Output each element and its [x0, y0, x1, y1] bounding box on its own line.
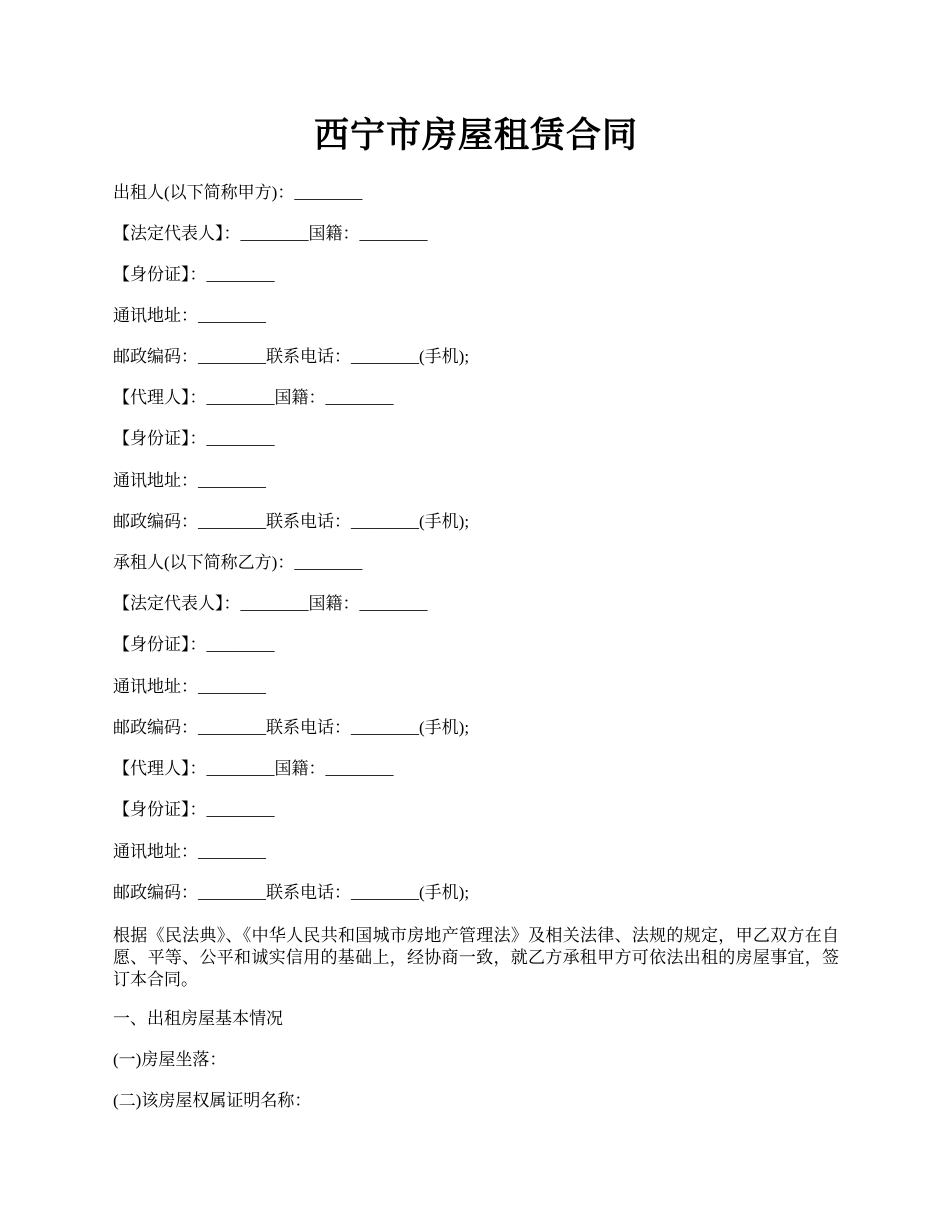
- lessee-contact-line: 邮政编码：________联系电话：________(手机);: [113, 718, 470, 737]
- lessee-agent-line: 【代理人】：________国籍：________: [113, 759, 394, 778]
- section-heading: 一、出租房屋基本情况: [113, 1009, 283, 1028]
- item-location: (一)房屋坐落：: [113, 1050, 227, 1069]
- lessor-address-line: 通讯地址：________: [113, 306, 266, 325]
- lessor-agent-line: 【代理人】：________国籍：________: [113, 388, 394, 407]
- lessee-agent-id-line: 【身份证】：________: [113, 800, 275, 819]
- lessor-agent-contact-line: 邮政编码：________联系电话：________(手机);: [113, 512, 470, 531]
- lessor-agent-address-line: 通讯地址：________: [113, 471, 266, 490]
- lessee-legal-rep-line: 【法定代表人】：________国籍：________: [113, 594, 428, 613]
- preamble-paragraph: 根据《民法典》、《中华人民共和国城市房地产管理法》及相关法律、法规的规定，甲乙双方在自愿、平等、公平和诚实信用的基础上，经协商一致，就乙方承租甲方可依法出租的房屋事宜，签订本合同。: [113, 926, 839, 989]
- lessee-agent-contact-line: 邮政编码：________联系电话：________(手机);: [113, 883, 470, 902]
- document-title: 西宁市房屋租赁合同: [313, 116, 638, 155]
- lessor-legal-rep-line: 【法定代表人】：________国籍：________: [113, 224, 428, 243]
- lessor-id-line: 【身份证】：________: [113, 265, 275, 284]
- lessee-name-line: 承租人(以下简称乙方)：________: [113, 553, 363, 572]
- lessor-contact-line: 邮政编码：________联系电话：________(手机);: [113, 347, 470, 366]
- lessee-address-line: 通讯地址：________: [113, 677, 266, 696]
- lessor-name-line: 出租人(以下简称甲方)：________: [113, 183, 363, 202]
- lessor-agent-id-line: 【身份证】：________: [113, 429, 275, 448]
- lessee-agent-address-line: 通讯地址：________: [113, 842, 266, 861]
- item-ownership-certificate: (二)该房屋权属证明名称：: [113, 1091, 312, 1110]
- lessee-id-line: 【身份证】：________: [113, 635, 275, 654]
